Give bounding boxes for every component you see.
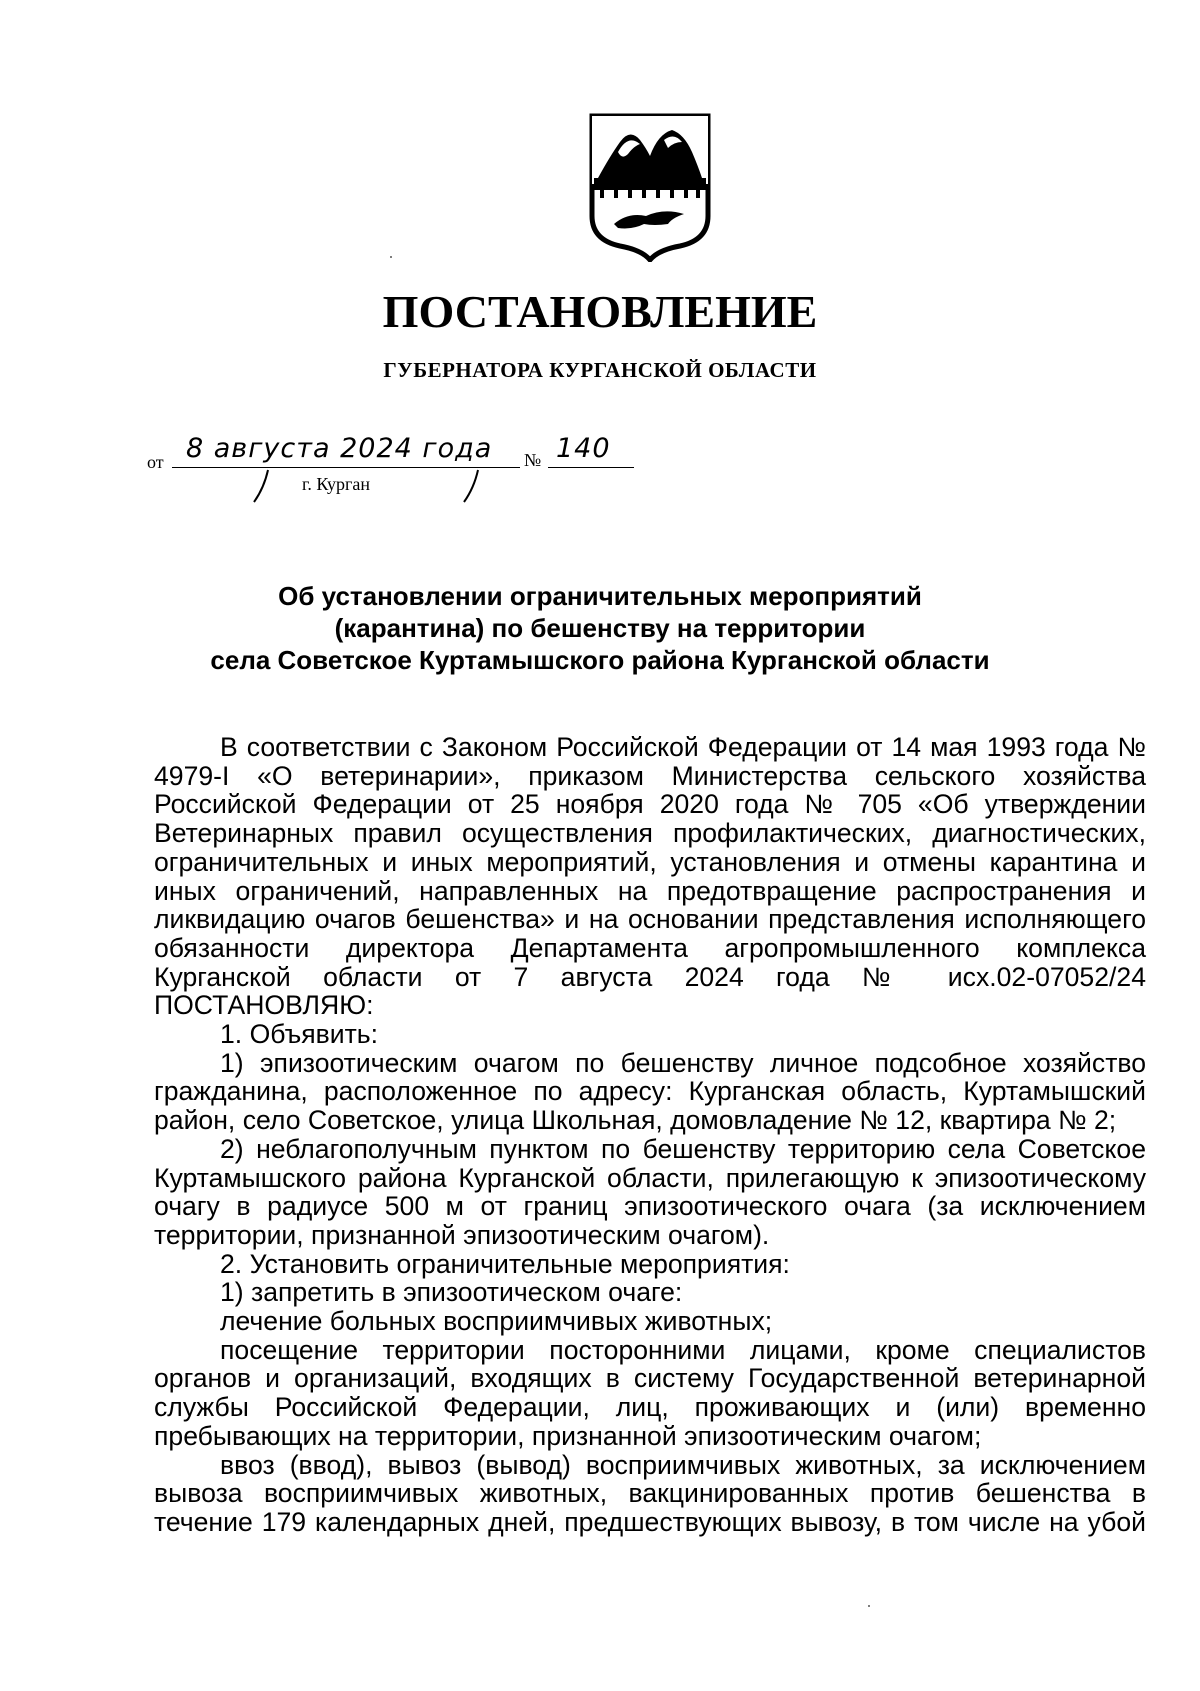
body-paragraph: ввоз (ввод), вывоз (вывод) восприимчивых животных, за исключением вывоза восприимчивых животных, вакцинированных против бешенства в течение 179 календарных дней, предшествующих вывозу, в том числе на убой <box>154 1449 1146 1537</box>
document-subject <box>0 580 1200 676</box>
body-paragraph: 1. Объявить: <box>220 1019 379 1050</box>
scan-speck <box>868 1605 870 1607</box>
number-label: № <box>524 450 542 470</box>
document-title: ПОСТАНОВЛЕНИЕ <box>382 286 818 337</box>
body-paragraph: 1) эпизоотическим очагом по бешенству личное подсобное хозяйство гражданина, расположенное по адресу: Курганская область, Куртамышский район, село Советское, улица Школьная, домовладение № 12, квартира № 2; <box>154 1047 1146 1136</box>
body-paragraph: 1) запретить в эпизоотическом очаге: <box>220 1277 683 1308</box>
document-subtitle: ГУБЕРНАТОРА КУРГАНСКОЙ ОБЛАСТИ <box>383 358 817 382</box>
handwriting-stroke <box>246 468 276 504</box>
scan-speck <box>390 256 392 258</box>
city-label: г. Курган <box>302 474 371 494</box>
subject-line: Об установлении ограничительных мероприятий <box>278 581 922 611</box>
body-paragraph: лечение больных восприимчивых животных; <box>220 1306 773 1337</box>
subject-line: (карантина) по бешенству на территории <box>334 613 866 643</box>
body-paragraph: 2. Установить ограничительные мероприятия: <box>220 1248 790 1279</box>
document-body <box>154 733 1146 1537</box>
number-handwritten: 140 <box>556 433 611 464</box>
date-from-label: от <box>147 452 164 472</box>
number-underline <box>548 467 634 468</box>
body-paragraph: 2) неблагополучным пунктом по бешенству территорию села Советское Куртамышского района Курганской области, прилегающую к эпизоотическому очагу в радиусе 500 м от границ эпизоотического очага (за исключением территории, признанной эпизоотическим очагом). <box>154 1133 1146 1250</box>
subject-line: села Советское Куртамышского района Курганской области <box>210 645 990 675</box>
body-paragraph: посещение территории посторонними лицами, кроме специалистов органов и организаций, входящих в систему Государственной ветеринарной службы Российской Федерации, лиц, проживающих и (или) временно пребывающих на территории, признанной эпизоотическим очагом; <box>154 1334 1146 1451</box>
date-handwritten: 8 августа 2024 года <box>186 433 493 464</box>
coat-of-arms-emblem <box>588 112 712 262</box>
body-paragraph: В соответствии с Законом Российской Федерации от 14 мая 1993 года № 4979-I «О ветеринарии», приказом Министерства сельского хозяйства Российской Федерации от 25 ноября 2020 года № 705 «Об утверждении Ветеринарных правил осуществления профилактических, диагностических, ограничительных и иных мероприятий, установления и отмены карантина и иных ограничений, направленных на предотвращение распространения и ликвидацию очагов бешенства» и на основании представления исполняющего обязанности директора Департамента агропромышленного комплекса Курганской области от 7 августа 2024 года № исх.02-07052/24 ПОСТАНОВЛЯЮ: <box>154 732 1146 1021</box>
handwriting-stroke <box>456 468 486 504</box>
